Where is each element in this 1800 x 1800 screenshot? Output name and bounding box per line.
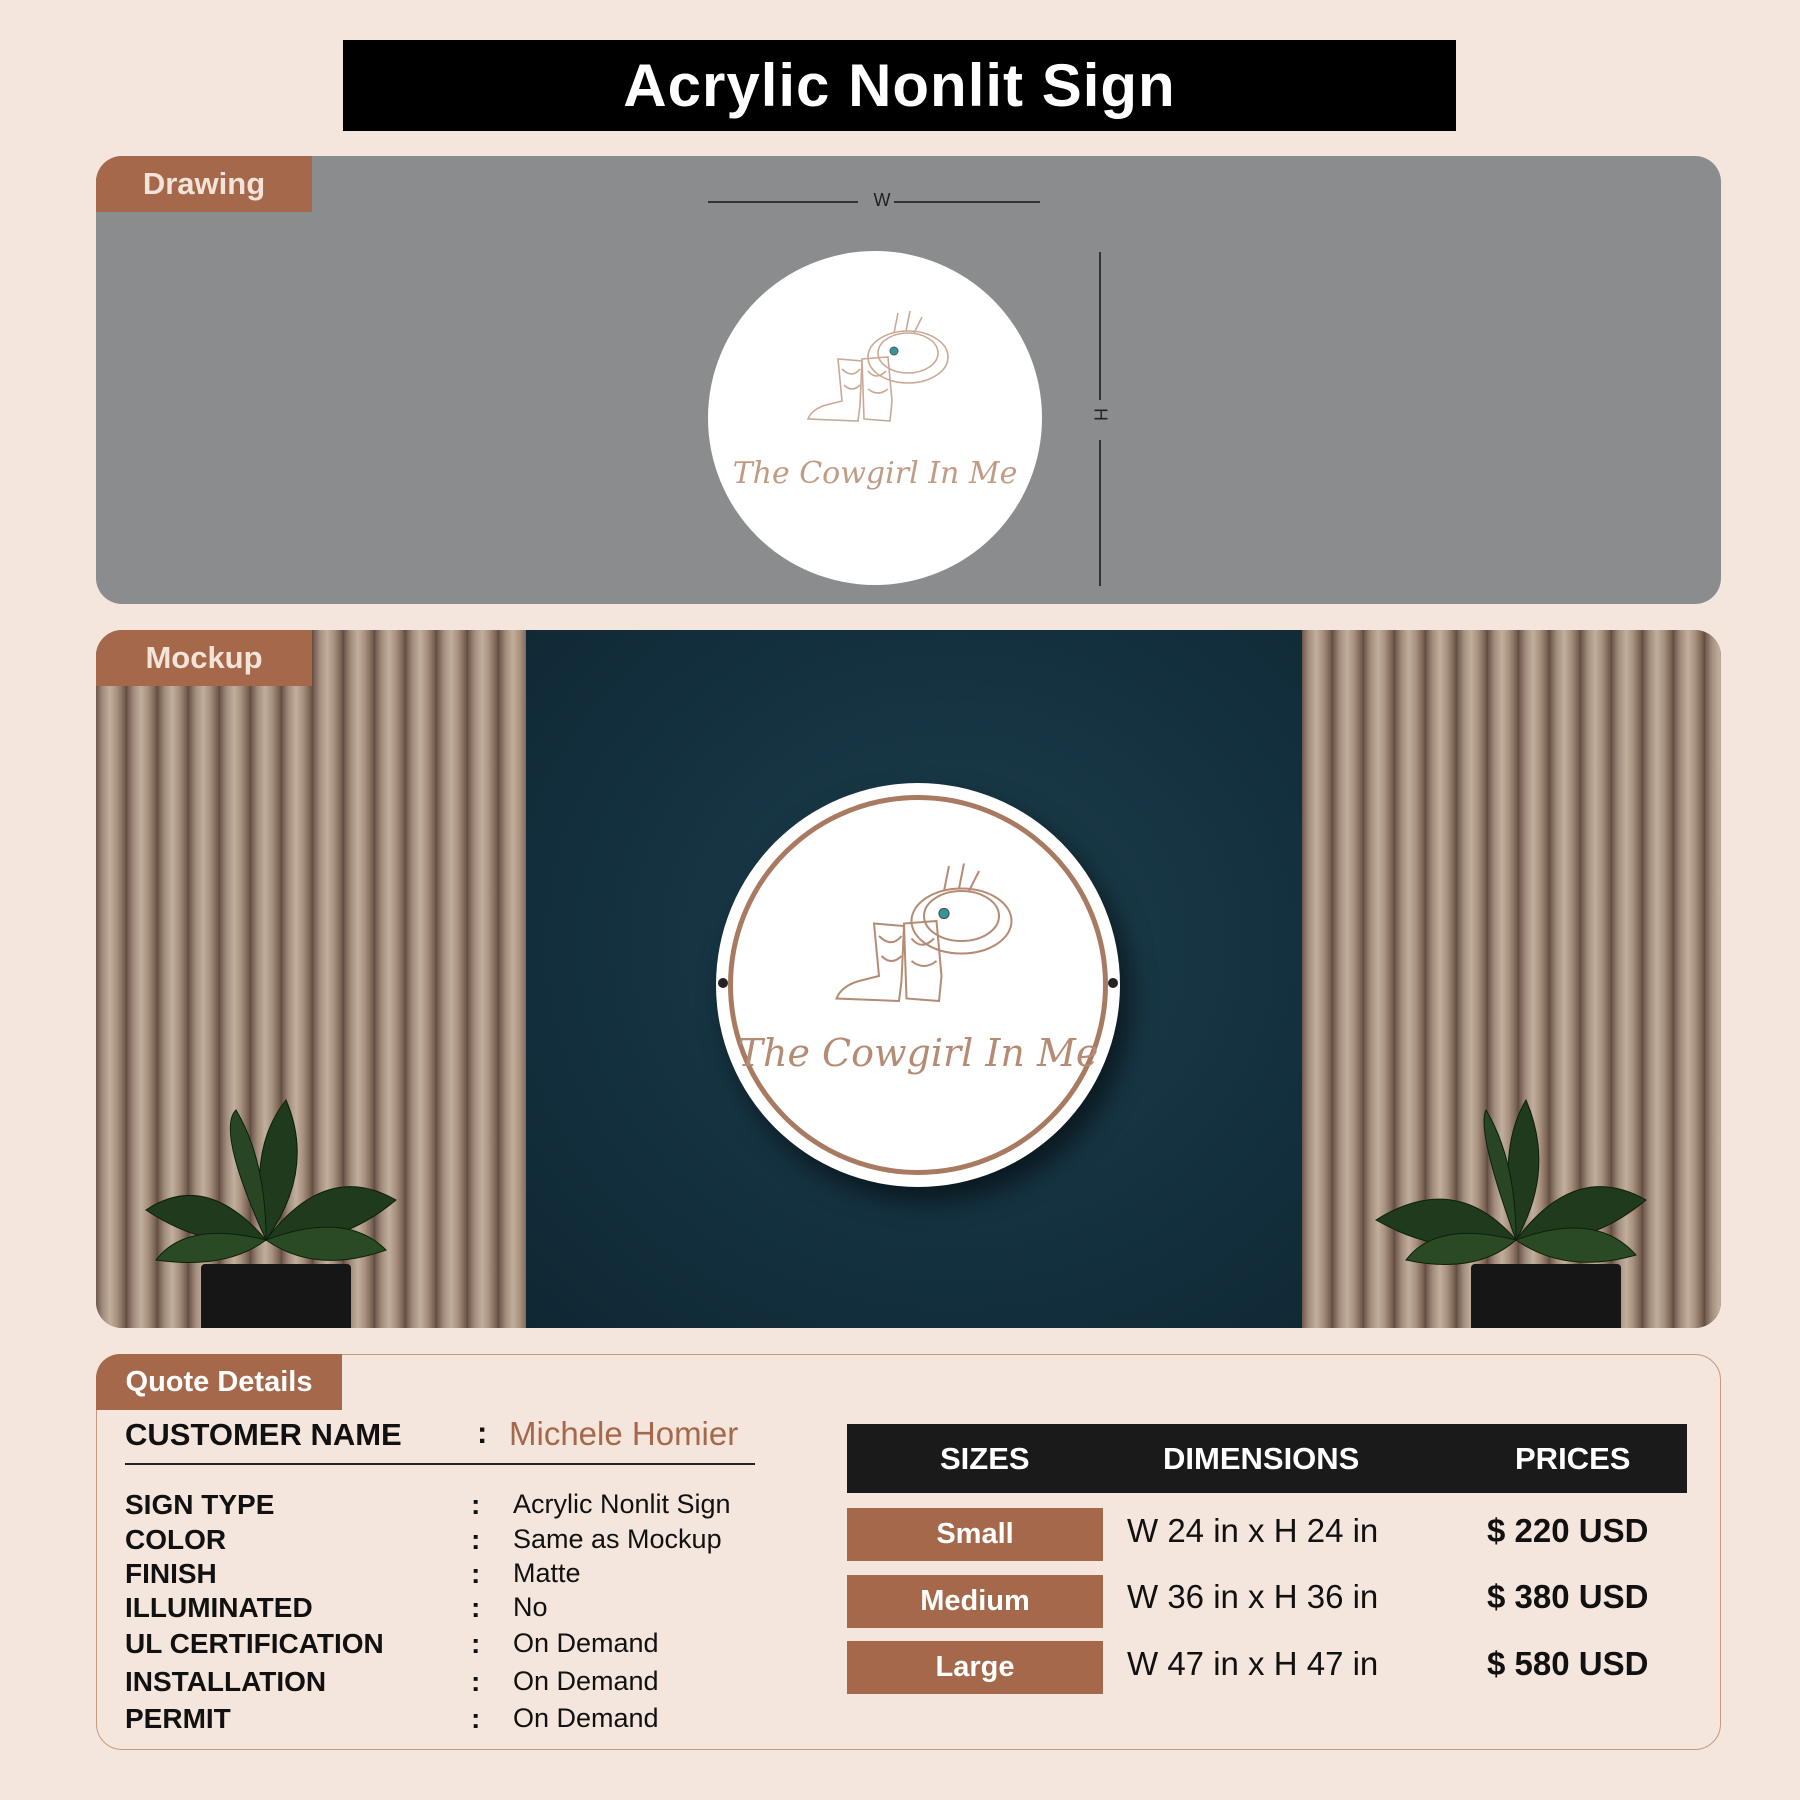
- spec-label: SIGN TYPE: [125, 1489, 275, 1520]
- price-large: $ 580 USD: [1487, 1645, 1649, 1682]
- mockup-sign: [716, 783, 1120, 1187]
- spec-row-permit: [125, 1703, 785, 1737]
- width-dimension-line-left: [708, 201, 858, 203]
- customer-name-value: Michele Homier: [509, 1415, 739, 1452]
- drawing-panel: [96, 156, 1721, 604]
- spec-colon: :: [471, 1666, 481, 1697]
- page-title: Acrylic Nonlit Sign: [343, 40, 1456, 131]
- spec-label: UL CERTIFICATION: [125, 1628, 384, 1659]
- potted-plant-right-icon: [1346, 1090, 1666, 1290]
- dimensions-large: W 47 in x H 47 in: [1127, 1645, 1379, 1682]
- spec-row-illuminated: [125, 1592, 785, 1626]
- cowgirl-boots-hat-illustration: [798, 309, 958, 429]
- height-dimension-line-top: [1099, 252, 1101, 400]
- size-medium-chip: Medium: [847, 1575, 1103, 1628]
- spec-label: FINISH: [125, 1558, 217, 1589]
- spec-colon: :: [471, 1558, 481, 1589]
- header-dimensions: DIMENSIONS: [1163, 1440, 1360, 1476]
- potted-plant-left-icon: [116, 1090, 416, 1290]
- spec-label: PERMIT: [125, 1703, 231, 1734]
- drawing-tab: Drawing: [96, 156, 312, 212]
- spec-row-color: [125, 1524, 785, 1558]
- plant-pot-right: [1471, 1264, 1621, 1328]
- quote-details-tab: Quote Details: [96, 1354, 342, 1410]
- dimensions-small: W 24 in x H 24 in: [1127, 1512, 1379, 1549]
- spec-value: On Demand: [513, 1703, 659, 1733]
- customer-name-colon: :: [477, 1415, 488, 1450]
- spec-value: On Demand: [513, 1666, 659, 1696]
- quote-details-panel: [96, 1354, 1721, 1750]
- spec-value: Acrylic Nonlit Sign: [513, 1489, 731, 1519]
- spec-row-sign-type: [125, 1489, 785, 1523]
- standoff-left: [718, 978, 728, 988]
- mockup-tab: Mockup: [96, 630, 312, 686]
- spec-label: ILLUMINATED: [125, 1592, 313, 1623]
- spec-row-installation: [125, 1666, 785, 1700]
- height-dimension-line-bottom: [1099, 440, 1101, 586]
- sign-drawing: [708, 251, 1042, 585]
- header-sizes: SIZES: [940, 1440, 1030, 1476]
- spec-colon: :: [471, 1592, 481, 1623]
- spec-value: Matte: [513, 1558, 581, 1588]
- dimensions-medium: W 36 in x H 36 in: [1127, 1578, 1379, 1615]
- spec-value: No: [513, 1592, 548, 1622]
- spec-label: COLOR: [125, 1524, 227, 1555]
- standoff-right: [1108, 978, 1118, 988]
- size-large-chip: Large: [847, 1641, 1103, 1694]
- width-dimension-label: W: [873, 190, 891, 210]
- size-small-chip: Small: [847, 1508, 1103, 1561]
- spec-row-finish: [125, 1558, 785, 1592]
- spec-colon: :: [471, 1524, 481, 1555]
- price-medium: $ 380 USD: [1487, 1578, 1649, 1615]
- spec-colon: :: [471, 1628, 481, 1659]
- pricing-table-header: [847, 1424, 1687, 1493]
- plant-pot-left: [201, 1264, 351, 1328]
- header-prices: PRICES: [1515, 1440, 1631, 1476]
- mockup-panel: [96, 630, 1721, 1328]
- mockup-sign-text: The Cowgirl In Me: [737, 1031, 1099, 1075]
- customer-name-label: CUSTOMER NAME: [125, 1417, 402, 1452]
- customer-name-row: [125, 1415, 755, 1465]
- spec-value: On Demand: [513, 1628, 659, 1658]
- spec-colon: :: [471, 1703, 481, 1734]
- spec-value: Same as Mockup: [513, 1524, 722, 1554]
- cowgirl-boots-hat-illustration-mockup: [824, 861, 1024, 1011]
- spec-colon: :: [471, 1489, 481, 1520]
- spec-row-ul-certification: [125, 1628, 785, 1662]
- width-dimension-line-right: [894, 201, 1040, 203]
- height-dimension-label: H: [1090, 408, 1111, 421]
- price-small: $ 220 USD: [1487, 1512, 1649, 1549]
- spec-label: INSTALLATION: [125, 1666, 327, 1697]
- sign-drawing-text: The Cowgirl In Me: [732, 456, 1018, 491]
